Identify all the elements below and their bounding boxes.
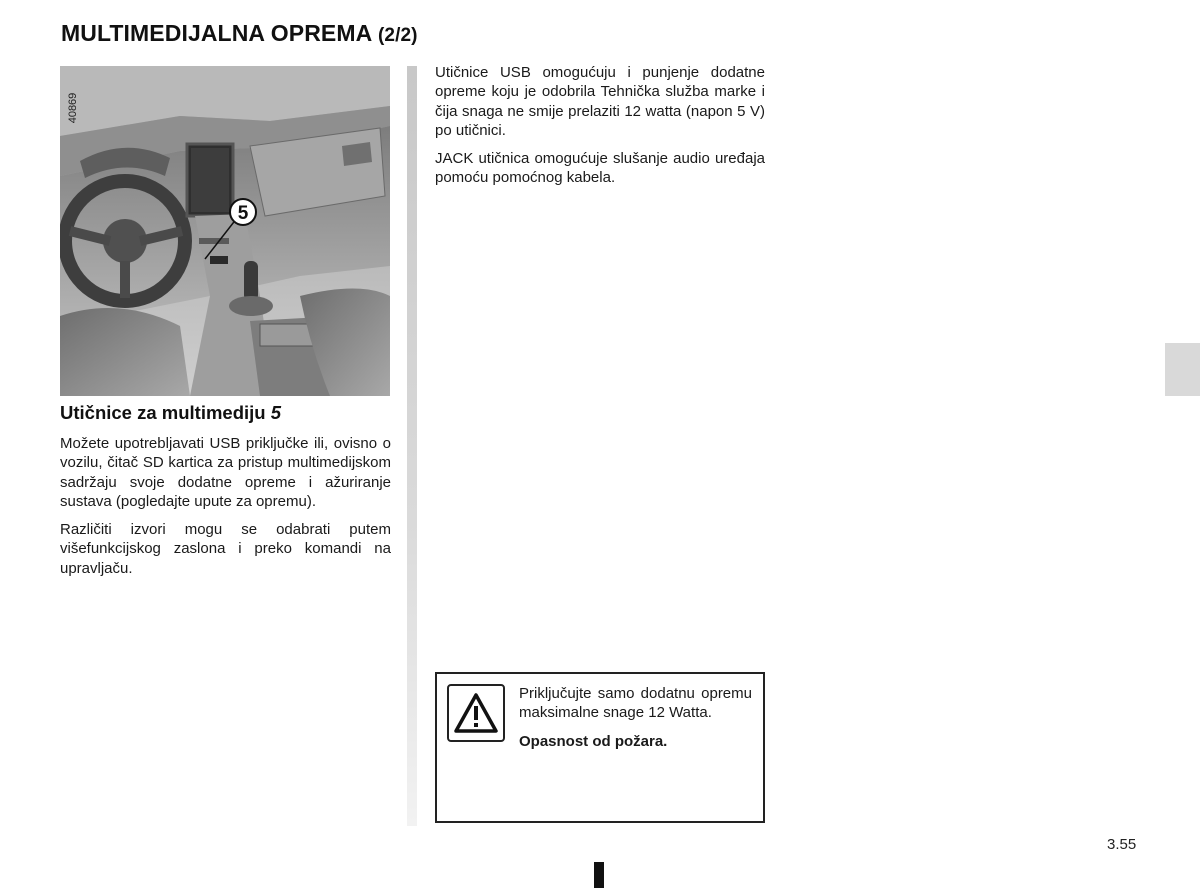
- dashboard-illustration: [60, 66, 390, 396]
- left-column: [60, 400, 391, 587]
- dashboard-drawing: [60, 66, 390, 396]
- section-heading-text: Utičnice za multimediju: [60, 402, 266, 423]
- column-divider: [407, 66, 417, 826]
- warning-message: Priključujte samo dodatnu opremu maksimalne snage 12 Watta.: [519, 685, 752, 722]
- section-heading-ref: 5: [270, 402, 282, 423]
- callout-label: 5: [237, 203, 249, 224]
- paragraph: JACK utičnica omogućuje slušanje audio uređaja pomoću pomoćnog kabela.: [435, 150, 765, 187]
- warning-text: [519, 684, 752, 760]
- page-number: 3.55: [1107, 836, 1137, 853]
- paragraph: Utičnice USB omogućuju i punjenje dodatne opreme koju je odobrila Tehnička služba marke i čija snaga ne smije prelaziti 12 watta (napon 5 V) po utičnici.: [435, 64, 765, 139]
- warning-icon-frame: [447, 684, 505, 742]
- crop-mark: [594, 862, 604, 888]
- page-title: [61, 20, 418, 47]
- warning-emphasis: Opasnost od požara.: [519, 732, 668, 750]
- warning-box: [435, 672, 765, 823]
- chapter-tab: [1165, 343, 1200, 396]
- paragraph: Različiti izvori mogu se odabrati putem višefunkcijskog zaslona i preko komandi na upravljaču.: [60, 521, 391, 577]
- paragraph: Možete upotrebljavati USB priključke ili, ovisno o vozilu, čitač SD kartica za pristup multimedijskom sadržaju svoje dodatne opreme i ažuriranje sustava (pogledajte upute za opremu).: [60, 435, 391, 510]
- warning-triangle-icon: [453, 692, 499, 734]
- page-title-text: MULTIMEDIJALNA OPREMA: [61, 20, 372, 46]
- page-title-suffix: (2/2): [377, 25, 418, 46]
- right-column: [435, 63, 765, 197]
- section-heading: [60, 402, 391, 424]
- figure-ref-number: 40869: [67, 92, 79, 124]
